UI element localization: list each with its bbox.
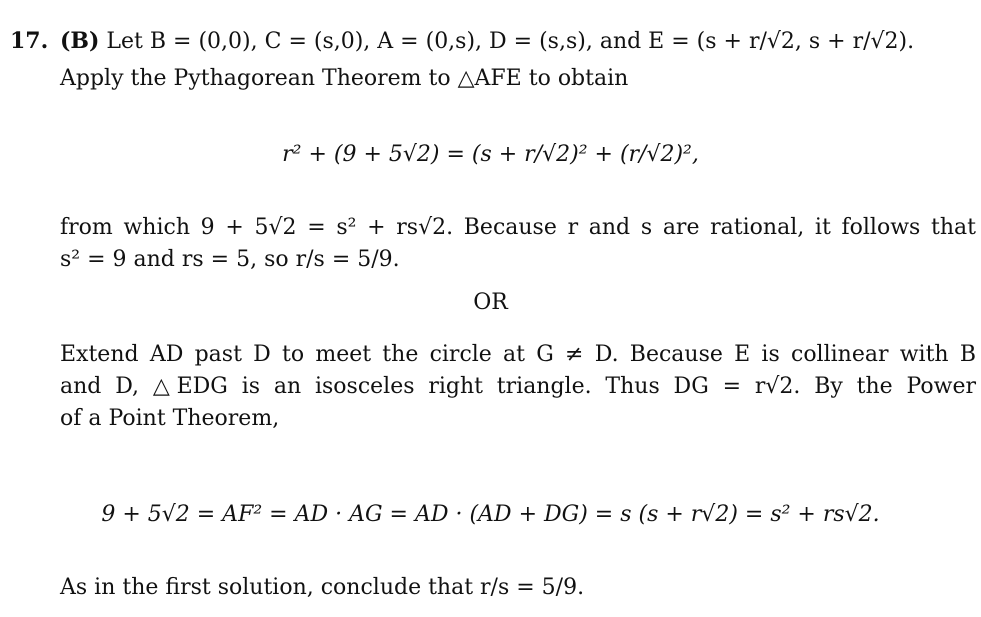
solution-line-5: Extend AD past D to meet the circle at G ≠ D. Because E is collinear with B xyxy=(60,342,976,367)
solution-line-6: and D, △EDG is an isosceles right triangle. Thus DG = r√2. By the Power xyxy=(60,374,976,399)
solution-line-7: of a Point Theorem, xyxy=(60,406,280,431)
or-separator: OR xyxy=(473,290,508,315)
solution-line-2: Apply the Pythagorean Theorem to △AFE to obtain xyxy=(60,66,629,91)
equation-power-of-point: 9 + 5√2 = AF² = AD · AG = AD · (AD + DG) = s (s + r√2) = s² + rs√2. xyxy=(101,502,880,527)
solution-line-4: s² = 9 and rs = 5, so r/s = 5/9. xyxy=(60,247,400,272)
line-1-text: Let B = (0,0), C = (s,0), A = (0,s), D = (s,s), and E = (s + r/√2, s + r/√2). xyxy=(106,29,915,54)
problem-number: 17. xyxy=(10,28,49,54)
solution-line-8: As in the first solution, conclude that r/s = 5/9. xyxy=(60,575,585,600)
equation-pythagorean: r² + (9 + 5√2) = (s + r/√2)² + (r/√2)², xyxy=(282,142,699,167)
answer-choice: (B) xyxy=(60,28,100,54)
solution-line-3: from which 9 + 5√2 = s² + rs√2. Because r and s are rational, it follows that xyxy=(60,215,976,240)
solution-line-1 xyxy=(60,26,914,57)
